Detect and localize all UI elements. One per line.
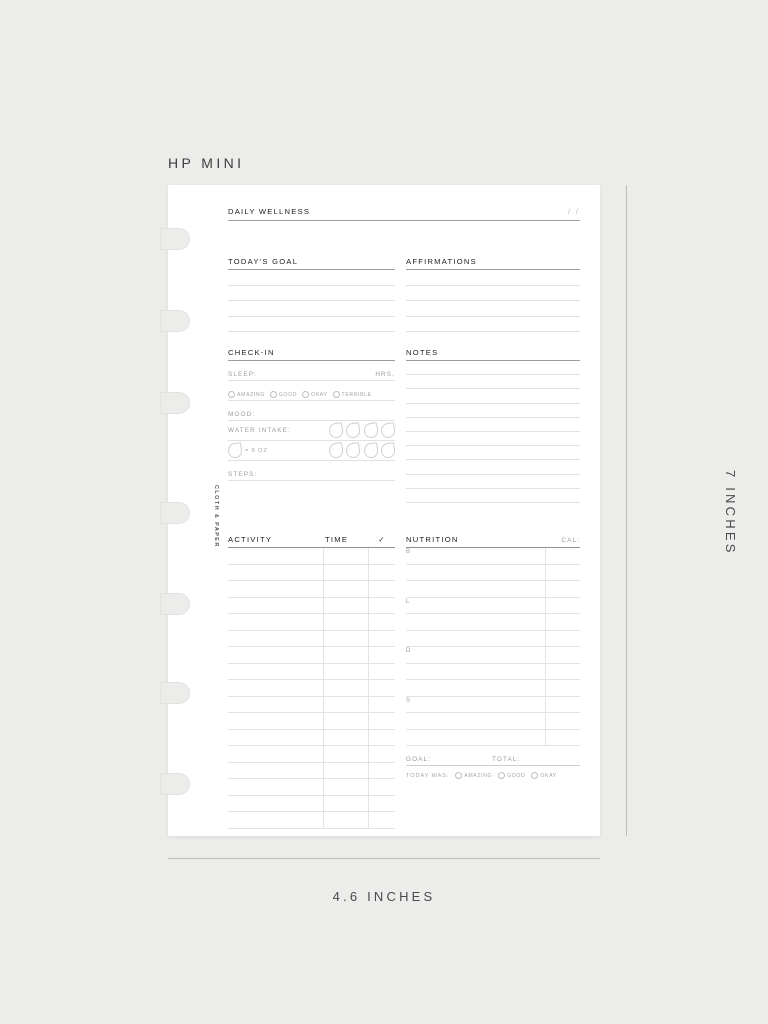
table-row[interactable] bbox=[228, 796, 395, 813]
activity-table bbox=[228, 535, 395, 829]
water-drop-icon bbox=[227, 442, 243, 459]
notes-section bbox=[406, 348, 580, 503]
planner-page bbox=[168, 185, 600, 836]
nutrition-block-snacks[interactable] bbox=[406, 697, 580, 747]
today-option-label: AMAZING bbox=[464, 772, 493, 779]
water-intake-row-1[interactable] bbox=[228, 421, 395, 441]
radio-circle-icon[interactable] bbox=[498, 772, 505, 779]
water-drop-icon[interactable] bbox=[363, 422, 379, 439]
table-row[interactable] bbox=[228, 746, 395, 763]
write-line[interactable] bbox=[406, 680, 580, 697]
sleep-label: SLEEP: bbox=[228, 371, 257, 378]
nutrition-block-lunch[interactable] bbox=[406, 598, 580, 648]
write-line[interactable] bbox=[406, 664, 580, 681]
write-line[interactable] bbox=[228, 270, 395, 286]
time-column-header: TIME bbox=[325, 535, 349, 544]
width-label: 4.6 INCHES bbox=[332, 889, 436, 904]
disc-punch bbox=[160, 228, 190, 250]
water-drop-icon[interactable] bbox=[345, 422, 361, 439]
todays-goal-heading: TODAY'S GOAL bbox=[228, 257, 299, 266]
write-line[interactable] bbox=[406, 548, 580, 565]
write-line[interactable] bbox=[406, 361, 580, 375]
table-row[interactable] bbox=[228, 664, 395, 681]
steps-label: STEPS: bbox=[228, 471, 258, 478]
disc-punch bbox=[160, 502, 190, 524]
water-drop-icon[interactable] bbox=[328, 442, 344, 459]
write-line[interactable] bbox=[406, 317, 580, 333]
total-label: TOTAL: bbox=[492, 756, 521, 763]
table-row[interactable] bbox=[228, 812, 395, 829]
table-row[interactable] bbox=[228, 548, 395, 565]
write-line[interactable] bbox=[228, 317, 395, 333]
write-line[interactable] bbox=[406, 446, 580, 460]
mood-row[interactable] bbox=[228, 401, 395, 421]
write-line[interactable] bbox=[406, 270, 580, 286]
activity-column-header: ACTIVITY bbox=[228, 535, 273, 544]
nutrition-block-dinner[interactable] bbox=[406, 647, 580, 697]
write-line[interactable] bbox=[406, 489, 580, 503]
nutrition-totals-row[interactable] bbox=[406, 746, 580, 766]
todays-goal-lines[interactable] bbox=[228, 270, 395, 332]
nutrition-grid[interactable] bbox=[406, 548, 580, 746]
affirmations-lines[interactable] bbox=[406, 270, 580, 332]
water-drops-row-1[interactable] bbox=[329, 423, 396, 438]
write-line[interactable] bbox=[406, 301, 580, 317]
write-line[interactable] bbox=[406, 631, 580, 648]
nutrition-block-breakfast[interactable] bbox=[406, 548, 580, 598]
mood-option-label: GOOD bbox=[278, 391, 298, 398]
sleep-row[interactable] bbox=[228, 361, 395, 381]
height-label: 7 INCHES bbox=[723, 470, 738, 556]
water-intake-row-2[interactable] bbox=[228, 441, 395, 461]
water-drop-icon[interactable] bbox=[328, 422, 344, 439]
disc-punch bbox=[160, 773, 190, 795]
write-line[interactable] bbox=[406, 286, 580, 302]
page-header bbox=[228, 207, 580, 221]
sleep-unit: HRS. bbox=[375, 371, 395, 378]
today-option-label: OKAY bbox=[540, 772, 557, 779]
water-unit-label: = 8 OZ bbox=[245, 447, 268, 454]
disc-punch bbox=[160, 682, 190, 704]
water-intake-label: WATER INTAKE: bbox=[228, 427, 291, 434]
table-row[interactable] bbox=[228, 598, 395, 615]
today-was-label: TODAY WAS: bbox=[406, 772, 450, 779]
mood-option-amazing[interactable] bbox=[228, 391, 265, 398]
table-row[interactable] bbox=[228, 779, 395, 796]
date-field[interactable]: / / bbox=[568, 209, 580, 216]
write-line[interactable] bbox=[406, 713, 580, 730]
write-line[interactable] bbox=[406, 647, 580, 664]
disc-punch bbox=[160, 392, 190, 414]
page-title: DAILY WELLNESS bbox=[228, 207, 311, 216]
table-row[interactable] bbox=[228, 730, 395, 747]
product-title: HP MINI bbox=[168, 155, 245, 171]
water-drop-icon[interactable] bbox=[380, 442, 396, 459]
radio-circle-icon[interactable] bbox=[455, 772, 462, 779]
radio-circle-icon[interactable] bbox=[270, 391, 277, 398]
write-line[interactable] bbox=[406, 730, 580, 747]
table-row[interactable] bbox=[228, 631, 395, 648]
today-option-label: GOOD bbox=[507, 772, 526, 779]
check-in-heading: CHECK-IN bbox=[228, 348, 275, 357]
write-line[interactable] bbox=[406, 389, 580, 403]
write-line[interactable] bbox=[406, 375, 580, 389]
write-line[interactable] bbox=[406, 598, 580, 615]
write-line[interactable] bbox=[406, 460, 580, 474]
today-option-okay[interactable] bbox=[531, 772, 556, 779]
table-row[interactable] bbox=[228, 713, 395, 730]
water-drop-icon[interactable] bbox=[380, 422, 396, 439]
write-line[interactable] bbox=[406, 565, 580, 582]
table-row[interactable] bbox=[228, 697, 395, 714]
check-column-header: ✓ bbox=[378, 535, 386, 544]
radio-circle-icon[interactable] bbox=[302, 391, 309, 398]
radio-circle-icon[interactable] bbox=[228, 391, 235, 398]
todays-goal-section bbox=[228, 257, 395, 332]
mood-option-okay[interactable] bbox=[302, 391, 327, 398]
mood-option-good[interactable] bbox=[270, 391, 297, 398]
table-row[interactable] bbox=[228, 647, 395, 664]
nutrition-cal-label: CAL: bbox=[561, 537, 580, 544]
mood-option-label: AMAZING bbox=[237, 391, 265, 398]
today-was-row[interactable] bbox=[406, 766, 580, 779]
meal-tag-b: B bbox=[406, 549, 411, 555]
write-line[interactable] bbox=[406, 404, 580, 418]
mood-option-terrible[interactable] bbox=[333, 391, 372, 398]
table-row[interactable] bbox=[228, 763, 395, 780]
write-line[interactable] bbox=[406, 581, 580, 598]
write-line[interactable] bbox=[406, 418, 580, 432]
water-drop-icon[interactable] bbox=[363, 442, 379, 459]
write-line[interactable] bbox=[406, 432, 580, 446]
table-row[interactable] bbox=[228, 581, 395, 598]
water-drop-icon[interactable] bbox=[345, 442, 361, 459]
table-row[interactable] bbox=[228, 614, 395, 631]
write-line[interactable] bbox=[406, 614, 580, 631]
write-line[interactable] bbox=[406, 697, 580, 714]
meal-tag-d: D bbox=[406, 648, 412, 654]
write-line[interactable] bbox=[228, 301, 395, 317]
nutrition-heading: NUTRITION bbox=[406, 535, 459, 544]
disc-punch bbox=[160, 593, 190, 615]
affirmations-heading: AFFIRMATIONS bbox=[406, 257, 477, 266]
nutrition-table bbox=[406, 535, 580, 779]
radio-circle-icon[interactable] bbox=[531, 772, 538, 779]
write-line[interactable] bbox=[228, 286, 395, 302]
height-dimension-line bbox=[626, 185, 627, 836]
mood-label: MOOD: bbox=[228, 411, 256, 418]
write-line[interactable] bbox=[406, 475, 580, 489]
table-row[interactable] bbox=[228, 680, 395, 697]
meal-tag-s: S bbox=[406, 697, 411, 704]
today-option-amazing[interactable] bbox=[455, 772, 492, 779]
notes-lines[interactable] bbox=[406, 361, 580, 503]
brand-mark: CLOTH & PAPER bbox=[213, 485, 219, 548]
radio-circle-icon[interactable] bbox=[333, 391, 340, 398]
goal-label: GOAL: bbox=[406, 756, 432, 763]
water-drops-row-2[interactable] bbox=[329, 443, 396, 458]
notes-heading: NOTES bbox=[406, 348, 439, 357]
width-dimension-line bbox=[168, 858, 600, 859]
mood-options-row[interactable] bbox=[228, 381, 395, 401]
steps-row[interactable] bbox=[228, 461, 395, 481]
check-in-section bbox=[228, 348, 395, 481]
disc-punch bbox=[160, 310, 190, 332]
meal-tag-l: L bbox=[406, 598, 411, 605]
table-row[interactable] bbox=[228, 565, 395, 582]
activity-rows[interactable] bbox=[228, 548, 395, 829]
today-option-good[interactable] bbox=[498, 772, 525, 779]
mood-option-label: TERRIBLE bbox=[341, 391, 372, 398]
affirmations-section bbox=[406, 257, 580, 332]
mood-option-label: OKAY bbox=[311, 391, 328, 398]
